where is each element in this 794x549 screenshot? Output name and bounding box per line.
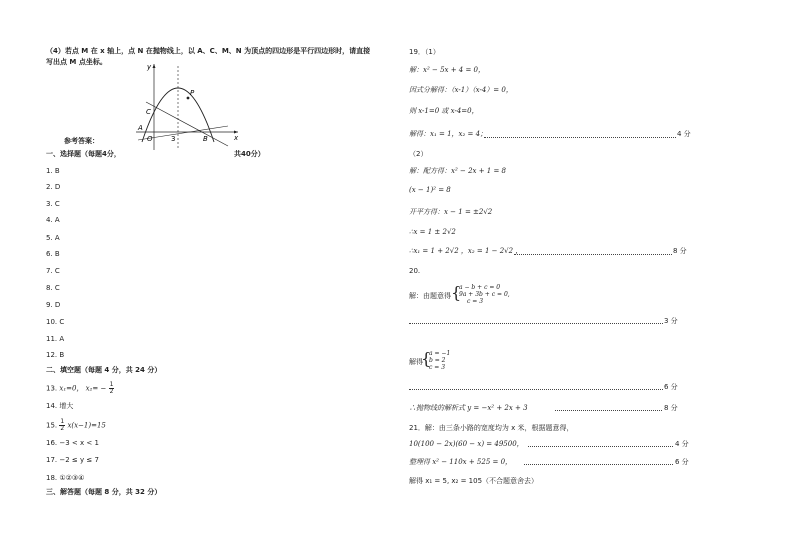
q19-line: 因式分解得：（x-1）（x-4）= 0， <box>409 86 513 94</box>
choice-answer: 7. C <box>46 267 60 275</box>
answer-15: 15. $\frac{1}{2}$ x(x−1)=15 <box>46 418 106 432</box>
q19-line: 解：x² − 5x + 4 = 0， <box>409 66 486 74</box>
dotted-leader <box>409 389 663 390</box>
q19-line: 解得：x₁ = 1，x₂ = 4； <box>409 130 488 138</box>
label-c: C <box>146 108 151 116</box>
choice-answer: 2. D <box>46 183 61 191</box>
q19-line: 开平方得：x − 1 = ±2√2 <box>409 208 493 216</box>
choice-answer: 6. B <box>46 250 60 258</box>
q19-line: 解：配方得：x² − 2x + 1 = 8 <box>409 167 507 175</box>
answer-18: 18. ①②③④ <box>46 474 85 482</box>
label-origin: O <box>147 135 153 143</box>
choice-answer: 4. A <box>46 216 60 224</box>
label-x: x <box>234 134 239 142</box>
choice-answer: 5. A <box>46 234 60 242</box>
q19-part-2: （2） <box>409 150 428 158</box>
line-cb <box>146 102 228 146</box>
choice-answer: 9. D <box>46 301 61 309</box>
answer-16: 16. −3 < x < 1 <box>46 439 99 447</box>
q19-heading: 19．（1） <box>409 48 440 56</box>
y-axis-arrow <box>153 64 156 68</box>
label-three: 3 <box>171 135 176 143</box>
q21-line: 整理得 x² − 110x + 525 = 0， <box>409 458 513 466</box>
question-4-line-1: （4）若点 M 在 x 轴上，点 N 在抛物线上，以 A、C、M、N 为顶点的四边形是平行四边形时，请直接 <box>46 47 371 55</box>
answer-title: 参考答案： <box>64 137 99 145</box>
dotted-leader <box>409 323 663 324</box>
system-brace: { <box>451 283 462 302</box>
point-p <box>187 97 190 100</box>
score-label: 8 分 <box>673 247 687 255</box>
answer-14: 14. 增大 <box>46 402 74 410</box>
choice-answer: 10. C <box>46 318 65 326</box>
answer-13: 13. x₁=0， x₂= − $\frac{1}{2}$ <box>46 381 114 395</box>
q19-line: ∴x = 1 ± 2√2 <box>409 228 456 236</box>
choice-answer: 3. C <box>46 200 60 208</box>
system-brace: { <box>421 349 432 368</box>
q21-line: 解得 x₁ = 5, x₂ = 105（不合题意舍去） <box>409 477 539 485</box>
q21-line: 10(100 − 2x)(60 − x) = 49500， <box>409 440 524 448</box>
label-a: A <box>138 124 143 132</box>
label-b: B <box>203 135 208 143</box>
choice-answer: 1. B <box>46 167 60 175</box>
choice-answer: 8. C <box>46 284 60 292</box>
section-3-title: 三、解答题（每题 8 分，共 32 分） <box>46 488 162 496</box>
choice-answer: 11. A <box>46 335 65 343</box>
dotted-leader <box>514 254 672 255</box>
section-1-title: 一、选择题（每题4分， <box>46 150 121 158</box>
score-label: 6 分 <box>664 383 678 391</box>
q19-line: (x − 1)² = 8 <box>409 186 451 194</box>
q20-line: 解：由题意得 <box>409 292 451 300</box>
dotted-leader <box>484 137 676 138</box>
score-label: 8 分 <box>664 404 678 412</box>
label-p: P <box>190 89 195 97</box>
solution-system: a = −1 b = 2 c = 3 <box>429 350 451 371</box>
q20-line: ∴抛物线的解析式 y = −x² + 2x + 3 <box>409 404 528 412</box>
q19-line: 则 x-1=0 或 x-4=0， <box>409 107 479 115</box>
dotted-leader <box>555 410 662 411</box>
equation-system: a − b + c = 0 9a + 3b + c = 0, c = 3 <box>459 284 510 305</box>
q21-line: 21．解：由三条小路的宽度均为 x 米，根据题意得， <box>409 424 574 432</box>
answer-17: 17. −2 ≤ y ≤ 7 <box>46 456 99 464</box>
score-label: 4 分 <box>677 130 691 138</box>
q20-heading: 20. <box>409 267 421 275</box>
q19-line: ∴x₁ = 1 + 2√2 ，x₂ = 1 − 2√2 ， <box>409 247 523 255</box>
parabola-graph <box>128 60 248 152</box>
choice-answer: 12. B <box>46 351 65 359</box>
score-label: 3 分 <box>664 317 678 325</box>
dotted-leader <box>524 464 673 465</box>
dotted-leader <box>528 446 673 447</box>
question-4-line-2: 写出点 M 点坐标。 <box>46 58 107 66</box>
label-y: y <box>147 63 152 71</box>
score-label: 4 分 <box>675 440 689 448</box>
score-label: 6 分 <box>675 458 689 466</box>
section-2-title: 二、填空题（每题 4 分，共 24 分） <box>46 366 162 374</box>
q20-line: 解得 <box>409 358 423 366</box>
section-1-total: 共40分） <box>234 150 265 158</box>
